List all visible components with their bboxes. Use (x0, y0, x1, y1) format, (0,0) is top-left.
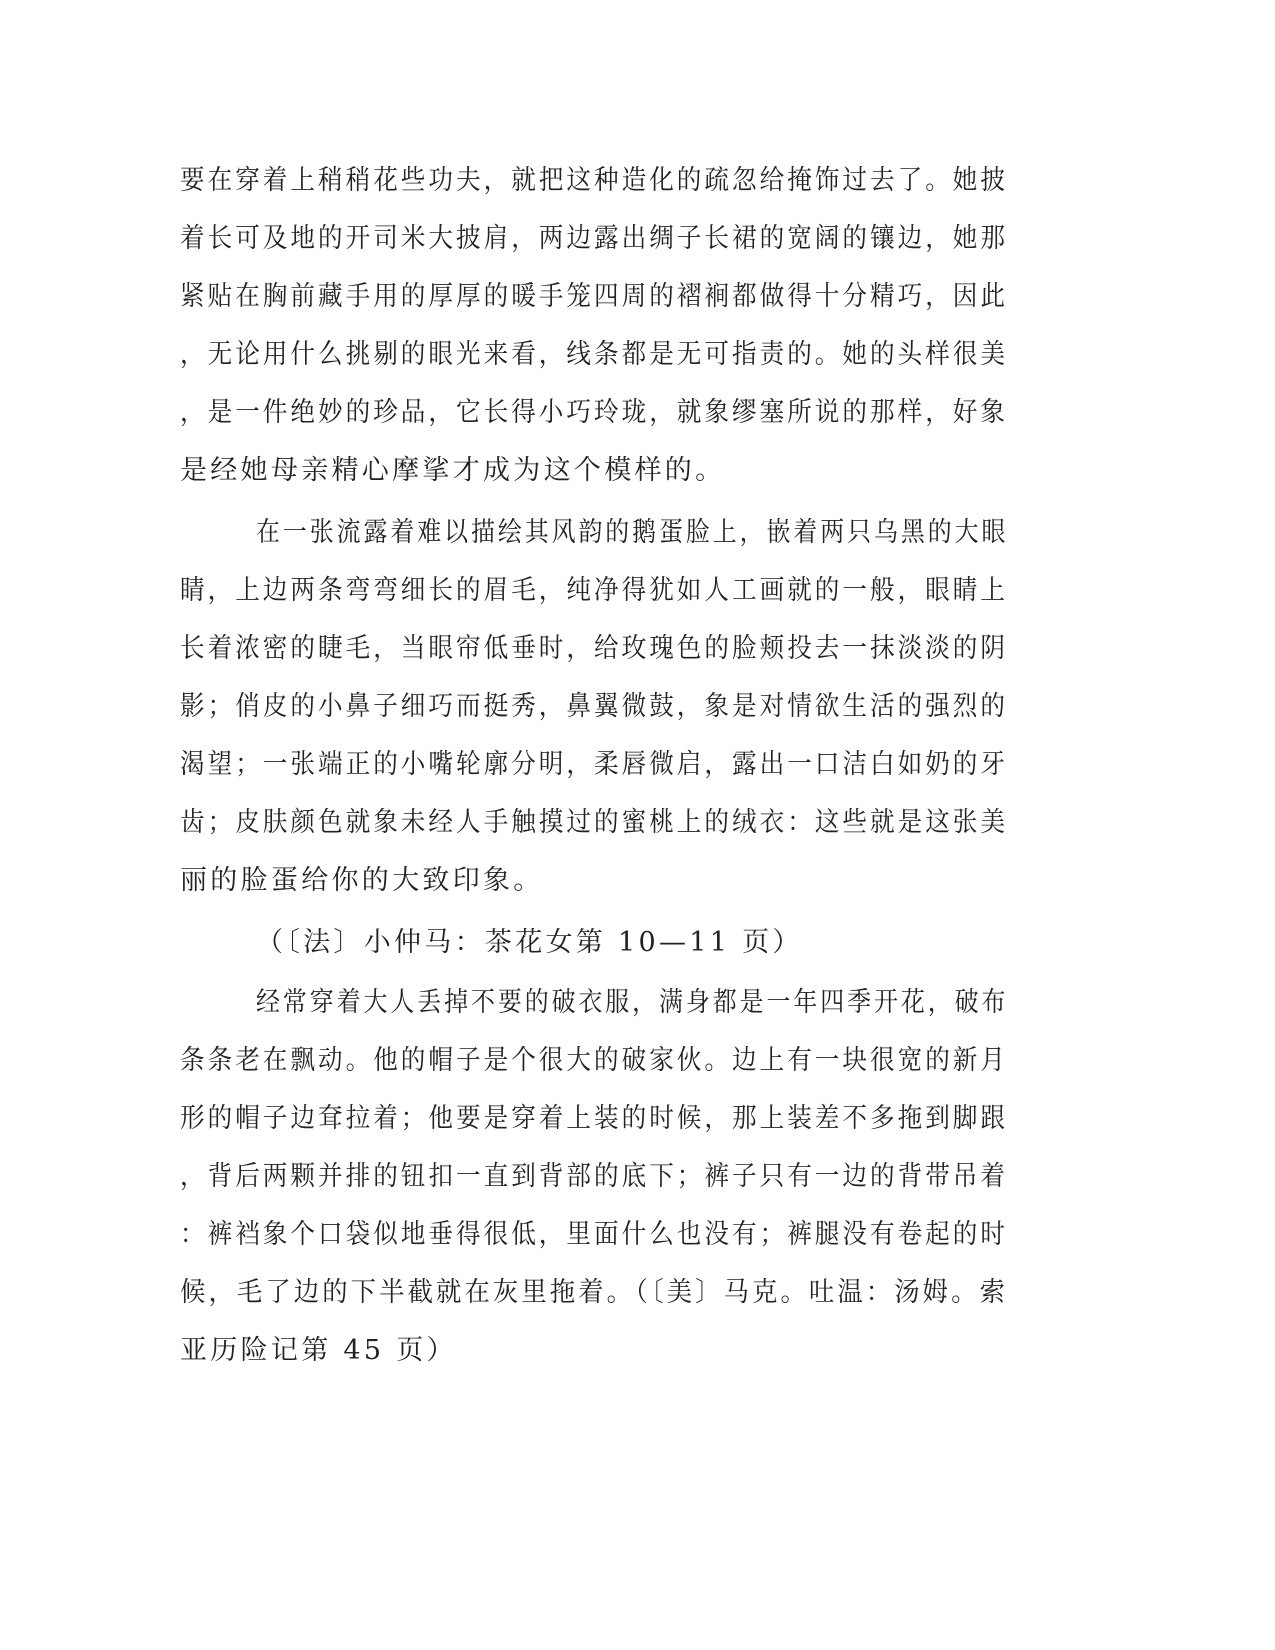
text-line: 渴望；一张端正的小嘴轮廓分明，柔唇微启，露出一口洁白如奶的牙 (180, 749, 1009, 780)
citation-line: （〔法〕小仲马：茶花女第 10—11 页） (256, 927, 803, 958)
text-line: 要在穿着上稍稍花些功夫，就把这种造化的疏忽给掩饰过去了。她披 (180, 165, 1009, 196)
text-line: 候，毛了边的下半截就在灰里拖着。（〔美〕马克。吐温：汤姆。索 (180, 1277, 1009, 1308)
text-line: ，是一件绝妙的珍品，它长得小巧玲珑，就象缪塞所说的那样，好象 (180, 397, 1009, 428)
text-line: 紧贴在胸前藏手用的厚厚的暖手笼四周的褶裥都做得十分精巧，因此 (180, 281, 1009, 312)
text-line: 齿；皮肤颜色就象未经人手触摸过的蜜桃上的绒衣：这些就是这张美 (180, 807, 1009, 838)
text-line: 在一张流露着难以描绘其风韵的鹅蛋脸上，嵌着两只乌黑的大眼 (256, 517, 1009, 548)
text-line: 形的帽子边耷拉着；他要是穿着上装的时候，那上装差不多拖到脚跟 (180, 1103, 1009, 1134)
text-line: 长着浓密的睫毛，当眼帘低垂时，给玫瑰色的脸颊投去一抹淡淡的阴 (180, 633, 1009, 664)
text-line: 亚历险记第 45 页） (180, 1335, 457, 1366)
text-line: 影；俏皮的小鼻子细巧而挺秀，鼻翼微鼓，象是对情欲生活的强烈的 (180, 691, 1009, 722)
text-line: 睛，上边两条弯弯细长的眉毛，纯净得犹如人工画就的一般，眼睛上 (180, 575, 1009, 606)
text-line: 丽的脸蛋给你的大致印象。 (180, 865, 544, 896)
text-line: 着长可及地的开司米大披肩，两边露出绸子长裙的宽阔的镶边，她那 (180, 223, 1009, 254)
text-line: ：裤裆象个口袋似地垂得很低，里面什么也没有；裤腿没有卷起的时 (180, 1219, 1009, 1250)
text-line: 是经她母亲精心摩挲才成为这个模样的。 (180, 455, 726, 486)
text-line: ，无论用什么挑剔的眼光来看，线条都是无可指责的。她的头样很美 (180, 339, 1009, 370)
text-line: 条条老在飘动。他的帽子是个很大的破家伙。边上有一块很宽的新月 (180, 1045, 1009, 1076)
text-line: 经常穿着大人丢掉不要的破衣服，满身都是一年四季开花，破布 (256, 987, 1009, 1018)
text-line: ，背后两颗并排的钮扣一直到背部的底下；裤子只有一边的背带吊着 (180, 1161, 1009, 1192)
